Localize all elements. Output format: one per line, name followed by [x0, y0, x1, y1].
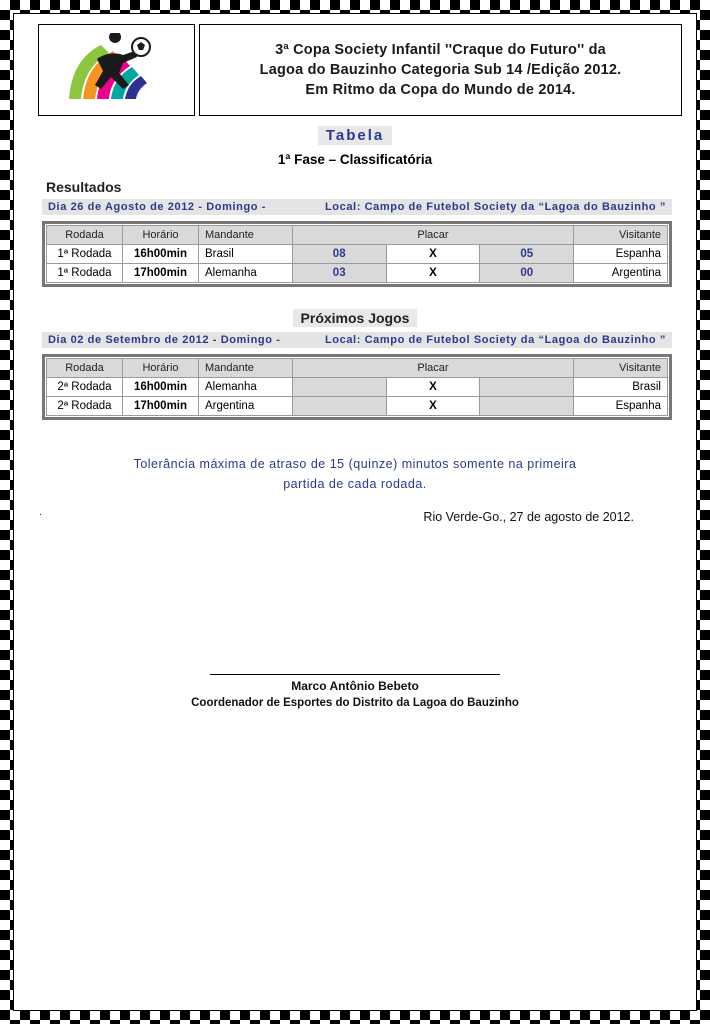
- table-header-row: [47, 359, 668, 378]
- tolerance-line-2: partida de cada rodada.: [283, 477, 427, 491]
- cell-horario: 16h00min: [123, 245, 199, 264]
- col-mandante: Mandante: [199, 359, 293, 378]
- cell-visitante: Argentina: [574, 264, 668, 283]
- cell-gols-visitante: [480, 378, 574, 397]
- table-header-row: [47, 226, 668, 245]
- col-placar: Placar: [292, 359, 573, 378]
- col-placar: Placar: [292, 226, 573, 245]
- cell-gols-visitante: 00: [480, 264, 574, 283]
- event-title-line-3: Em Ritmo da Copa do Mundo de 2014.: [305, 82, 576, 98]
- cell-mandante: Argentina: [199, 397, 293, 416]
- resultados-date: Dia 26 de Agosto de 2012 - Domingo -: [48, 201, 267, 213]
- event-title-line-2: Lagoa do Bauzinho Categoria Sub 14 /Edição 2012.: [259, 62, 622, 78]
- signature-block: [24, 674, 686, 712]
- city-date: Rio Verde-Go., 27 de agosto de 2012.: [423, 510, 634, 524]
- page-inner-border: [13, 13, 697, 1011]
- cell-visitante: Espanha: [574, 245, 668, 264]
- cell-horario: 17h00min: [123, 264, 199, 283]
- resultados-heading: Resultados: [46, 179, 122, 195]
- event-title-box: [199, 24, 682, 116]
- tolerance-line-1: Tolerância máxima de atraso de 15 (quinze) minutos somente na primeira: [133, 457, 577, 471]
- proximos-heading: Próximos Jogos: [293, 309, 418, 327]
- cell-mandante: Alemanha: [199, 264, 293, 283]
- col-rodada: Rodada: [47, 226, 123, 245]
- soccer-player-logo: [57, 33, 177, 107]
- col-visitante: Visitante: [574, 226, 668, 245]
- signature-role: Coordenador de Esportes do Distrito da Lagoa do Bauzinho: [191, 697, 519, 709]
- cell-versus: X: [386, 397, 480, 416]
- logo-box: [38, 24, 195, 116]
- cell-rodada: 1ª Rodada: [47, 245, 123, 264]
- proximos-table: [46, 358, 668, 416]
- table-row: [47, 378, 668, 397]
- cell-versus: X: [386, 378, 480, 397]
- resultados-date-bar: [42, 199, 672, 215]
- proximos-table-frame: [42, 354, 672, 420]
- resultados-table: [46, 225, 668, 283]
- cell-gols-mandante: 03: [292, 264, 386, 283]
- resultados-location: Local: Campo de Futebol Society da “Lagoa do Bauzinho ”: [324, 201, 666, 213]
- col-visitante: Visitante: [574, 359, 668, 378]
- cell-gols-mandante: [292, 378, 386, 397]
- signature-name: Marco Antônio Bebeto: [291, 679, 419, 693]
- signature-line: [210, 674, 500, 675]
- col-mandante: Mandante: [199, 226, 293, 245]
- cell-gols-visitante: 05: [480, 245, 574, 264]
- tabela-heading-wrap: [24, 126, 686, 145]
- proximos-location: Local: Campo de Futebol Society da “Lagoa do Bauzinho ”: [324, 334, 666, 346]
- col-horario: Horário: [123, 226, 199, 245]
- fase-subtitle: 1ª Fase – Classificatória: [277, 152, 433, 167]
- cell-horario: 17h00min: [123, 397, 199, 416]
- cell-visitante: Brasil: [574, 378, 668, 397]
- col-rodada: Rodada: [47, 359, 123, 378]
- cell-gols-mandante: 08: [292, 245, 386, 264]
- cell-horario: 16h00min: [123, 378, 199, 397]
- tolerance-note: [84, 454, 626, 494]
- cell-versus: X: [386, 245, 480, 264]
- table-row: [47, 397, 668, 416]
- table-row: [47, 264, 668, 283]
- cell-visitante: Espanha: [574, 397, 668, 416]
- tabela-heading: Tabela: [318, 126, 392, 145]
- cell-versus: X: [386, 264, 480, 283]
- resultados-table-frame: [42, 221, 672, 287]
- document-header: [38, 24, 682, 116]
- cell-rodada: 1ª Rodada: [47, 264, 123, 283]
- table-row: [47, 245, 668, 264]
- cell-rodada: 2ª Rodada: [47, 378, 123, 397]
- cell-gols-visitante: [480, 397, 574, 416]
- cell-mandante: Alemanha: [199, 378, 293, 397]
- cell-rodada: 2ª Rodada: [47, 397, 123, 416]
- stray-dot: .: [39, 506, 43, 518]
- proximos-date-bar: [42, 332, 672, 348]
- proximos-heading-wrap: [24, 309, 686, 328]
- cell-gols-mandante: [292, 397, 386, 416]
- proximos-date: Dia 02 de Setembro de 2012 - Domingo -: [48, 334, 281, 346]
- cell-mandante: Brasil: [199, 245, 293, 264]
- page-content: [14, 14, 696, 1010]
- event-title-line-1: 3ª Copa Society Infantil ''Craque do Futuro'' da: [275, 42, 606, 58]
- col-horario: Horário: [123, 359, 199, 378]
